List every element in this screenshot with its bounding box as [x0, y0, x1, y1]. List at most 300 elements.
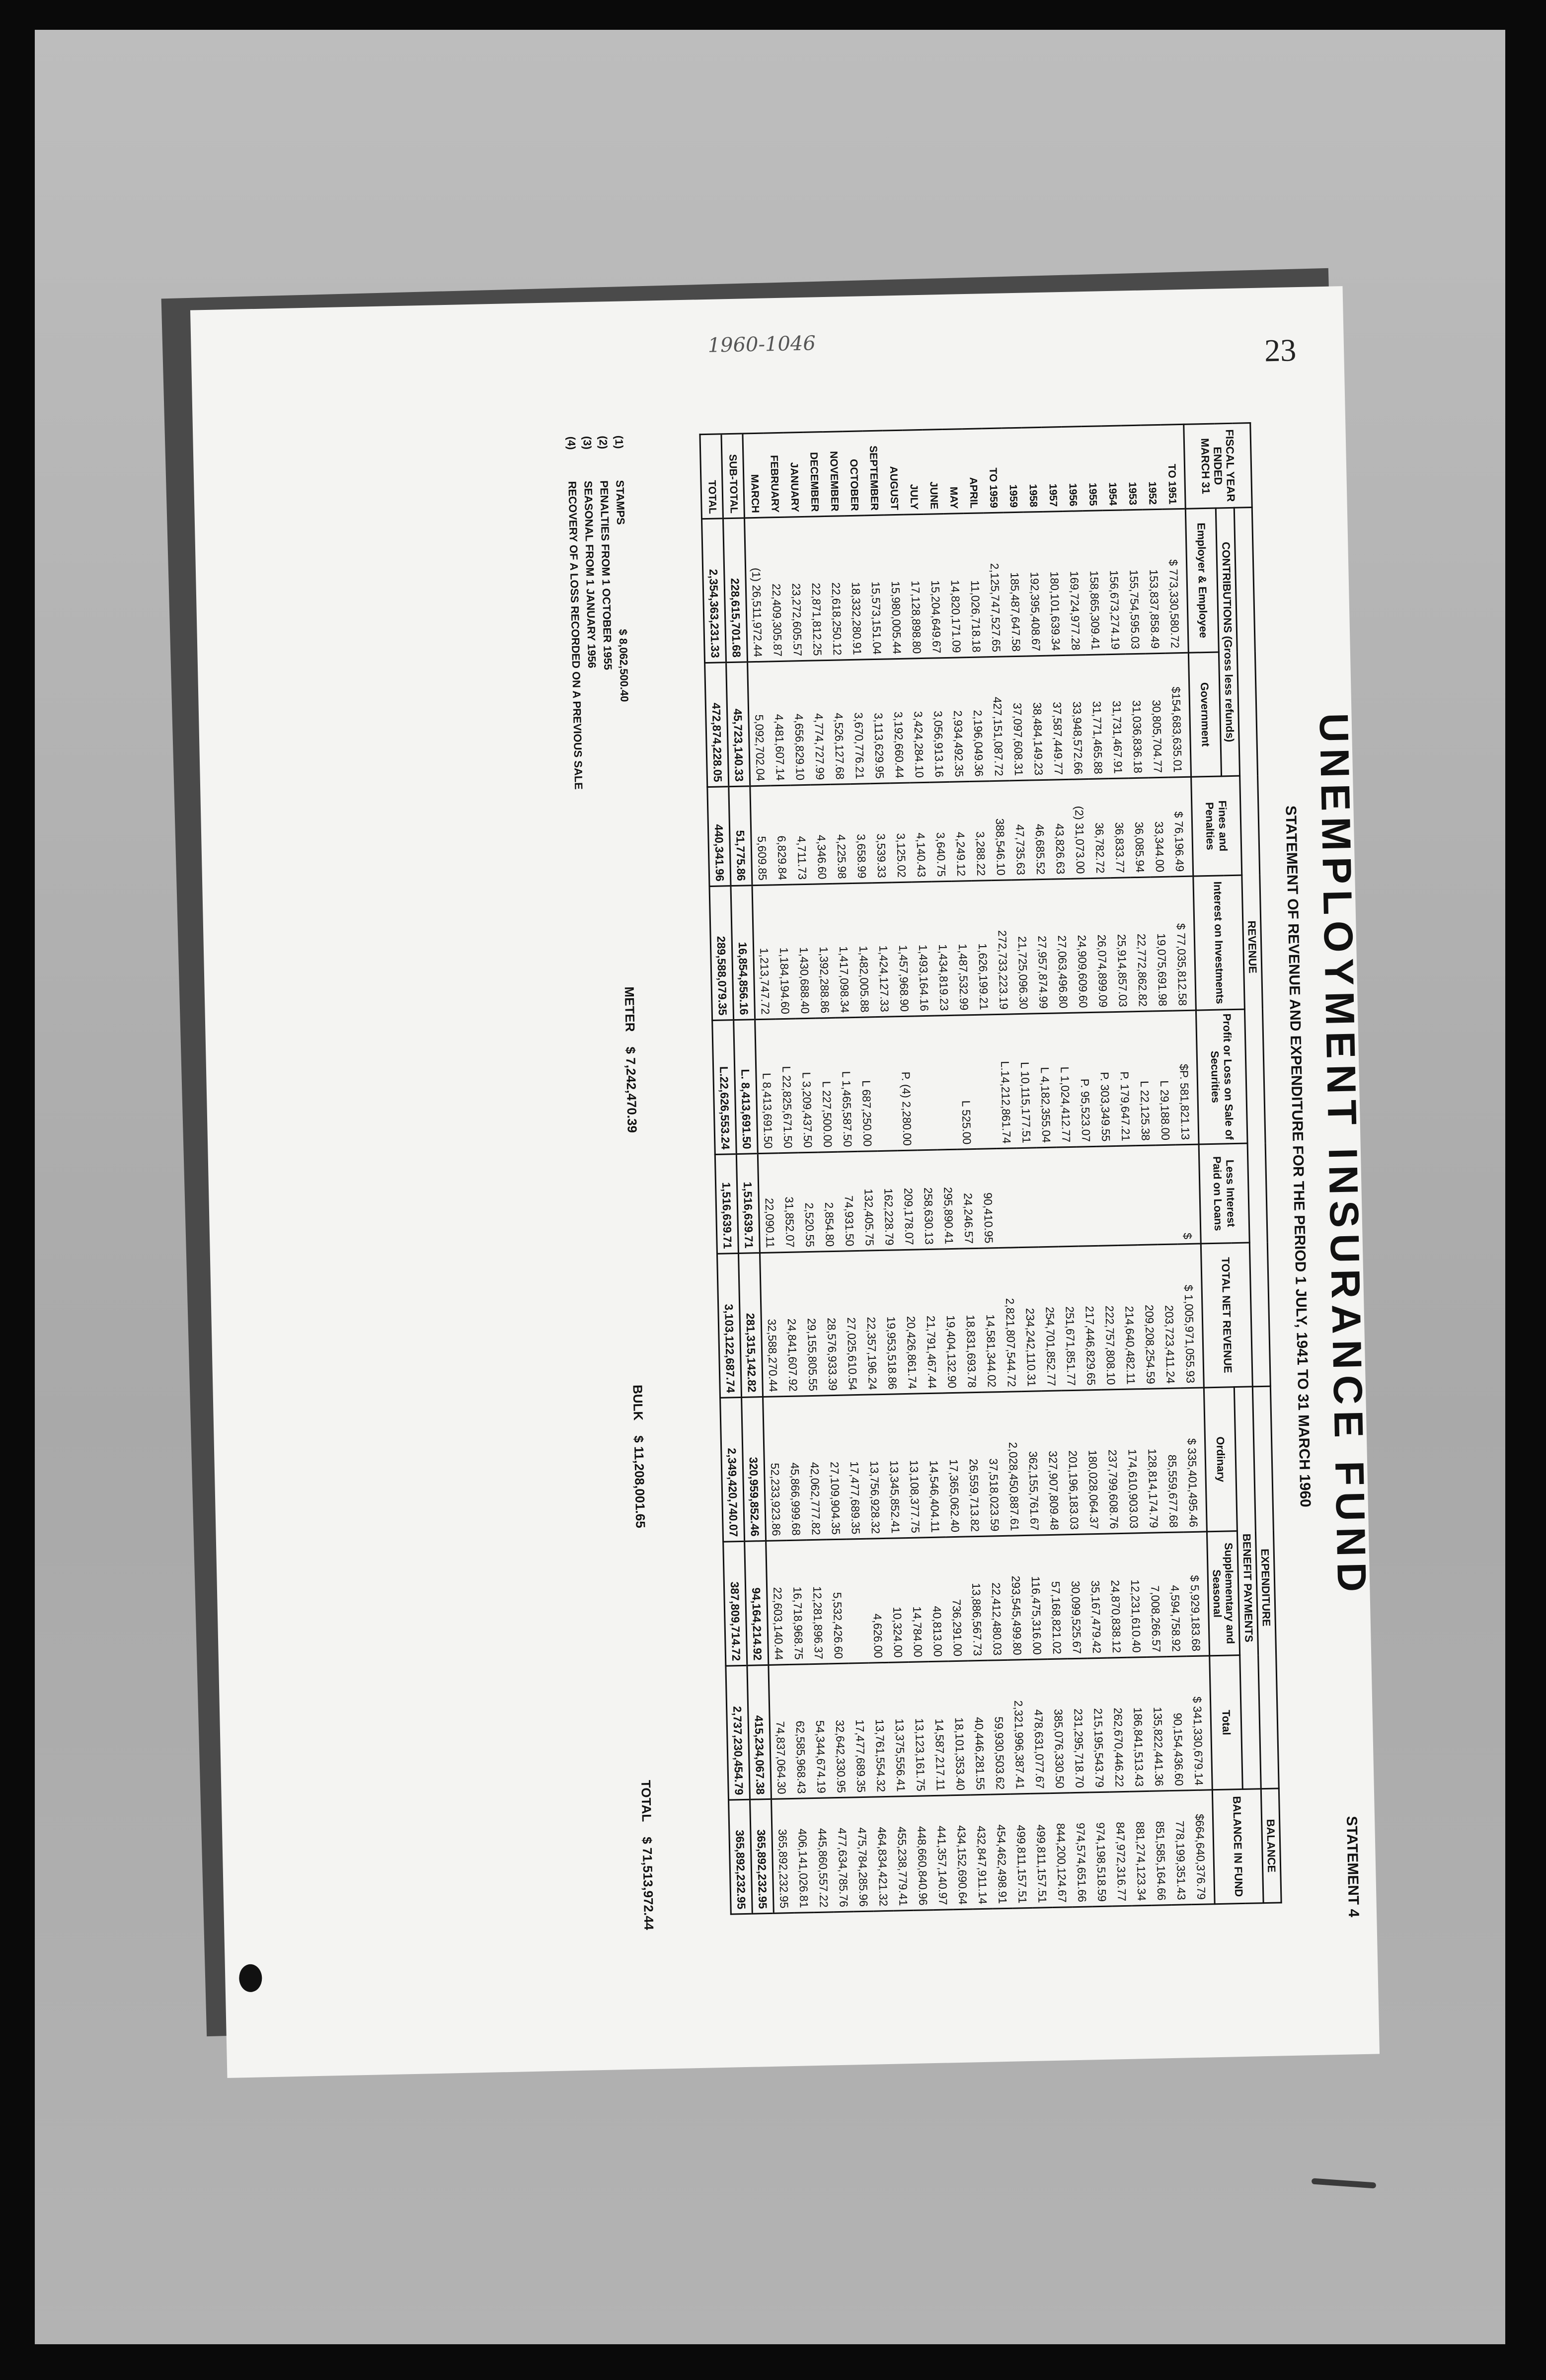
- cell-net: 2,821,807,544.72: [999, 1248, 1022, 1392]
- cell-ee: 2,354,363,231.33: [701, 519, 726, 663]
- cell-tot: 18,101,353.40: [948, 1661, 971, 1795]
- cell-profit: L 1,465,587.50: [835, 1017, 858, 1152]
- total-value: $ 71,513,972.44: [639, 1836, 657, 1931]
- cell-bal: 365,892,232.95: [728, 1799, 752, 1914]
- bulk-label: BULK: [630, 1384, 646, 1421]
- cell-tot: 186,841,513.43: [1127, 1657, 1150, 1792]
- cell-bal: 448,660,840.96: [911, 1796, 933, 1911]
- cell-tot: 32,642,330.95: [829, 1663, 851, 1798]
- cell-int: 16,854,856.16: [731, 886, 755, 1020]
- benefit-total-header: Total: [1209, 1655, 1242, 1790]
- cell-ord: 14,546,404.11: [923, 1393, 945, 1538]
- cell-profit: [974, 1015, 997, 1149]
- cell-tot: 17,477,689.35: [849, 1663, 871, 1797]
- statement-subtitle: STATEMENT OF REVENUE AND EXPENDITURE FOR THE PERIOD 1 JULY, 1941 TO 31 MARCH 1960: [1282, 805, 1314, 1508]
- row-label: 1959: [1002, 428, 1023, 513]
- cell-int: 21,725,096.30: [1011, 880, 1034, 1014]
- cell-ee: 155,754,595.03: [1123, 510, 1146, 654]
- cell-less: [1056, 1147, 1078, 1247]
- cell-ord: 17,477,689.35: [843, 1395, 866, 1539]
- cell-ee: 180,101,639.34: [1043, 511, 1066, 656]
- cell-profit: L. 8,413,691.50: [733, 1020, 758, 1154]
- footnote-mark: (4): [565, 436, 578, 450]
- cell-fines: 51,775.86: [729, 786, 752, 886]
- contributions-header: CONTRIBUTIONS (Gross less refunds): [1216, 508, 1240, 776]
- cell-ord: 320,959,852.46: [741, 1397, 766, 1542]
- cell-less: 2,520.55: [798, 1152, 820, 1252]
- cell-int: 27,957,874.99: [1031, 879, 1054, 1014]
- cell-bal: 778,199,351.43: [1169, 1790, 1192, 1905]
- profit-loss-header: Profit or Loss on Sale of Securities: [1196, 1009, 1247, 1144]
- cell-ord: 2,349,420,740.07: [720, 1397, 744, 1542]
- cell-tot: 74,837,064.30: [769, 1665, 792, 1799]
- cell-tot: 415,234,067.38: [747, 1665, 772, 1799]
- supplementary-header: Supplementary and Seasonal: [1207, 1531, 1240, 1656]
- cell-gov: 3,424,284.10: [907, 658, 929, 783]
- row-label: NOVEMBER: [823, 432, 845, 517]
- cell-net: 27,025,610.54: [840, 1251, 863, 1395]
- cell-ord: 52,233,923.86: [763, 1397, 786, 1541]
- meter-label: METER: [621, 986, 638, 1032]
- cell-net: 251,671,851.77: [1059, 1246, 1082, 1391]
- cell-fines: 388,546.10: [989, 781, 1011, 881]
- cell-net: 14,581,344.02: [979, 1248, 1002, 1393]
- cell-bal: 406,141,026.81: [792, 1798, 814, 1913]
- cell-int: 1,457,968.90: [892, 882, 915, 1017]
- cell-bal: 974,198,518.59: [1090, 1792, 1112, 1907]
- cell-fines: 5,609.85: [750, 786, 773, 886]
- cell-int: 26,074,899.09: [1090, 878, 1113, 1013]
- row-label: MAY: [942, 429, 964, 514]
- cell-int: 27,063,496.80: [1051, 879, 1074, 1013]
- cell-int: 1,434,819.23: [931, 881, 954, 1016]
- total-net-revenue-header: TOTAL NET REVENUE: [1201, 1243, 1252, 1388]
- cell-tot: 59,930,503.62: [988, 1660, 1010, 1794]
- cell-gov: 3,056,913.16: [927, 658, 949, 782]
- cell-supp: 387,809,714.72: [723, 1541, 747, 1666]
- cell-int: 1,213,747.72: [752, 885, 775, 1020]
- cell-bal: 499,811,157.51: [1010, 1794, 1033, 1909]
- cell-tot: 385,076,330.50: [1047, 1659, 1070, 1793]
- cell-profit: L 29,188.00: [1153, 1011, 1176, 1145]
- cell-bal: 881,274,123.34: [1130, 1791, 1152, 1906]
- cell-net: 29,155,805.55: [800, 1252, 823, 1396]
- cell-less: [1076, 1146, 1098, 1246]
- row-label: JUNE: [922, 430, 944, 515]
- cell-supp: 10,324.00: [886, 1538, 908, 1663]
- footnote-value: $ 8,062,500.40: [617, 629, 631, 702]
- cell-profit: L 22,125.38: [1133, 1011, 1156, 1146]
- cell-fines: 36,833.77: [1108, 778, 1130, 878]
- cell-int: 1,424,127.33: [872, 883, 895, 1017]
- row-label: 1958: [1021, 427, 1043, 512]
- cell-bal: 499,811,157.51: [1030, 1793, 1053, 1908]
- cell-gov: $154,683,635.01: [1165, 653, 1191, 777]
- cell-tot: 135,822,441.36: [1147, 1657, 1169, 1791]
- cell-ee: (1) 26,511,972.44: [744, 518, 768, 662]
- cell-bal: 475,784,285.96: [851, 1797, 874, 1912]
- cell-gov: 45,723,140.33: [726, 662, 750, 787]
- cell-gov: 4,774,727.99: [808, 660, 830, 785]
- cell-int: 1,482,005.88: [852, 883, 875, 1018]
- cell-bal: 844,200,124.67: [1050, 1793, 1073, 1908]
- cell-ord: 45,866,999.68: [783, 1396, 806, 1541]
- cell-net: 203,723,411.24: [1158, 1244, 1181, 1389]
- balance-header: BALANCE: [1261, 1788, 1281, 1903]
- cell-net: 28,576,933.39: [820, 1251, 843, 1396]
- cell-ord: 13,345,852.41: [883, 1394, 906, 1539]
- cell-net: 254,701,852.77: [1039, 1247, 1062, 1391]
- cell-supp: 22,412,480.03: [985, 1536, 1007, 1660]
- cell-supp: $ 5,929,183.68: [1184, 1532, 1210, 1656]
- cell-gov: 3,670,776.21: [848, 660, 870, 784]
- row-label: 1955: [1081, 426, 1103, 511]
- cell-supp: 4,626.00: [866, 1538, 888, 1663]
- cell-less: 1,516,639.71: [715, 1154, 738, 1254]
- rotated-statement: [307, 385, 1380, 2046]
- cell-tot: 2,737,230,454.79: [726, 1665, 750, 1800]
- footnote-mark: (2): [597, 436, 610, 449]
- cell-supp: 12,231,610.40: [1124, 1533, 1147, 1658]
- cell-net: 234,242,110.31: [1019, 1247, 1042, 1392]
- cell-supp: 116,475,316.00: [1025, 1535, 1047, 1660]
- meter-summary: [621, 986, 640, 1133]
- cell-supp: [846, 1539, 868, 1663]
- row-label: MARCH: [743, 433, 765, 518]
- cell-int: 1,417,098.34: [832, 884, 855, 1018]
- cell-ord: 2,028,450,887.61: [1002, 1392, 1025, 1536]
- cell-supp: 94,164,214.92: [744, 1541, 768, 1666]
- cell-net: 222,757,808.10: [1098, 1245, 1121, 1390]
- cell-ee: 15,204,649.67: [924, 514, 947, 659]
- cell-less: $: [1175, 1144, 1201, 1244]
- cell-tot: 13,375,556.41: [888, 1662, 911, 1797]
- cell-int: 24,909,609.60: [1071, 878, 1093, 1013]
- cell-less: 24,246.57: [957, 1149, 979, 1249]
- cell-ee: 22,618,250.12: [825, 516, 848, 661]
- cell-gov: 472,874,228.05: [704, 663, 728, 787]
- cell-tot: 14,587,217.11: [928, 1661, 951, 1796]
- cell-profit: L 3,209,437.50: [795, 1018, 818, 1153]
- cell-profit: L 4,182,355.04: [1034, 1013, 1057, 1148]
- cell-less: 162,228.79: [878, 1151, 900, 1251]
- cell-ord: 85,559,677.68: [1161, 1388, 1184, 1533]
- row-label: SEPTEMBER: [862, 431, 884, 516]
- cell-net: 217,446,829.65: [1079, 1246, 1101, 1390]
- total-label: TOTAL: [638, 1780, 654, 1822]
- bulk-summary: [629, 1385, 648, 1528]
- cell-net: 20,426,861.74: [900, 1250, 923, 1394]
- cell-ord: 27,109,904.35: [823, 1395, 846, 1540]
- cell-gov: 33,948,572.66: [1066, 655, 1088, 780]
- cell-fines: 3,125.02: [890, 783, 912, 883]
- cell-ord: 26,559,713.82: [962, 1392, 985, 1537]
- row-label: TOTAL: [700, 434, 723, 519]
- cell-tot: 54,344,674.19: [809, 1664, 832, 1798]
- cell-less: 295,890.41: [937, 1149, 959, 1249]
- cell-fines: 4,711.73: [790, 785, 812, 885]
- cell-less: [1116, 1146, 1138, 1246]
- total-summary: [638, 1780, 656, 1931]
- cell-ee: 169,724,977.28: [1063, 511, 1086, 656]
- cell-gov: 38,484,149.23: [1026, 656, 1049, 780]
- cell-gov: 427,151,087.72: [987, 657, 1009, 781]
- cell-supp: 5,532,426.60: [826, 1539, 849, 1664]
- cell-ord: 362,155,761.67: [1022, 1391, 1045, 1536]
- cell-bal: 847,972,316.77: [1110, 1791, 1132, 1906]
- cell-ee: $ 773,330,580.72: [1162, 509, 1189, 653]
- cell-fines: $ 76,196.49: [1168, 777, 1193, 877]
- cell-gov: 4,656,829.10: [788, 661, 810, 785]
- row-label: 1952: [1141, 425, 1162, 510]
- cell-fines: 43,826.63: [1049, 779, 1071, 879]
- cell-ord: 180,028,064.37: [1082, 1390, 1104, 1534]
- table-body: [700, 424, 1215, 1914]
- cell-ord: 37,518,023.59: [982, 1392, 1005, 1537]
- cell-less: [1036, 1147, 1058, 1247]
- row-label: OCTOBER: [843, 431, 864, 516]
- cell-profit: P. 303,349.55: [1093, 1012, 1116, 1147]
- cell-fines: 4,140.43: [910, 782, 931, 882]
- cell-net: 209,208,254.59: [1138, 1245, 1161, 1389]
- cell-supp: 12,281,896.37: [806, 1540, 829, 1664]
- cell-less: 258,630.13: [918, 1150, 939, 1250]
- cell-supp: 57,168,821.02: [1045, 1535, 1067, 1659]
- cell-gov: 30,805,704.77: [1146, 653, 1168, 778]
- cell-fines: 4,225.98: [830, 784, 852, 884]
- cell-supp: 293,545,499.80: [1005, 1536, 1027, 1660]
- handwritten-note: 1960-1046: [707, 332, 816, 357]
- cell-int: $ 77,035,812.58: [1170, 876, 1196, 1011]
- interest-header: Interest on Investments: [1193, 875, 1245, 1010]
- cell-gov: 2,196,049.36: [967, 657, 989, 782]
- cell-supp: 24,870,838.12: [1104, 1533, 1127, 1658]
- benefit-payments-header: BENEFIT PAYMENTS: [1235, 1387, 1261, 1789]
- cell-ee: 156,673,274.19: [1103, 510, 1126, 655]
- cell-less: 74,931.50: [838, 1151, 860, 1251]
- cell-ord: 128,814,174.79: [1141, 1389, 1164, 1533]
- cell-profit: P. 95,523.07: [1074, 1012, 1096, 1147]
- row-label: 1953: [1121, 425, 1143, 510]
- cell-gov: 31,731,467.91: [1106, 654, 1128, 779]
- cell-less: 132,405.75: [858, 1151, 880, 1251]
- cell-fines: 36,085.94: [1128, 778, 1150, 878]
- cell-ee: 17,128,898.80: [904, 514, 927, 659]
- cell-tot: 13,123,161.75: [908, 1662, 931, 1796]
- cell-supp: 4,594,758.92: [1164, 1532, 1186, 1657]
- row-label: 1957: [1041, 427, 1063, 512]
- cell-tot: 478,631,077.67: [1027, 1659, 1050, 1794]
- row-label: TO 1951: [1160, 424, 1185, 509]
- cell-ee: 228,615,701.68: [723, 518, 747, 663]
- ordinary-header: Ordinary: [1204, 1387, 1237, 1532]
- row-label: 1956: [1061, 427, 1083, 512]
- cell-less: 90,410.95: [977, 1149, 999, 1249]
- cell-supp: 16,718,968.75: [786, 1540, 809, 1665]
- footnote-text: STAMPS: [614, 480, 627, 525]
- cell-net: 18,831,693.78: [959, 1248, 982, 1393]
- cell-profit: P. (4) 2,280.00: [895, 1016, 918, 1151]
- cell-bal: $664,640,376.79: [1189, 1790, 1215, 1905]
- cell-gov: 31,771,465.88: [1086, 655, 1108, 779]
- revenue-header: REVENUE: [1234, 508, 1270, 1387]
- cell-bal: 454,462,498.91: [991, 1794, 1013, 1909]
- cell-net: 32,588,270.44: [760, 1253, 783, 1397]
- cell-gov: 4,526,127.68: [828, 660, 850, 785]
- cell-supp: 13,886,567.73: [965, 1536, 988, 1661]
- cell-profit: $P. 581,821.13: [1173, 1010, 1199, 1145]
- cell-ord: 174,610,903.03: [1121, 1389, 1144, 1534]
- cell-profit: L 8,413,691.50: [755, 1019, 778, 1154]
- row-label: JANUARY: [783, 432, 805, 517]
- cell-net: 24,841,607.92: [780, 1252, 803, 1397]
- cell-fines: 3,539.33: [870, 783, 892, 883]
- cell-fines: 440,341.96: [707, 787, 731, 887]
- cell-fines: 6,829.84: [771, 785, 792, 885]
- cell-int: 1,487,532.99: [951, 881, 974, 1016]
- row-label: FEBRUARY: [763, 433, 785, 518]
- statement-label: STATEMENT 4: [1343, 1816, 1362, 1918]
- cell-ee: 14,820,171.09: [944, 514, 967, 658]
- cell-ord: 17,365,062.40: [942, 1393, 965, 1537]
- cell-fines: 4,249.12: [949, 782, 971, 882]
- cell-bal: 432,847,911.14: [971, 1794, 993, 1909]
- cell-profit: L 525.00: [954, 1015, 977, 1149]
- expenditure-header: EXPENDITURE: [1252, 1386, 1279, 1789]
- cell-ord: 13,756,928.32: [863, 1395, 886, 1539]
- cell-less: 22,090.11: [758, 1153, 780, 1253]
- cell-gov: 3,113,629.95: [867, 659, 890, 784]
- cell-bal: 441,357,140.97: [931, 1795, 953, 1910]
- row-label: 1954: [1101, 426, 1123, 511]
- cell-profit: L 22,825,671.50: [775, 1019, 798, 1153]
- document-page: [190, 286, 1380, 2078]
- footnote-mark: (3): [581, 436, 594, 450]
- cell-tot: 262,670,446.22: [1107, 1657, 1130, 1792]
- cell-int: 1,430,688.40: [792, 884, 815, 1019]
- cell-less: 1,516,639.71: [736, 1154, 760, 1254]
- cell-ee: 22,409,305.87: [765, 517, 788, 662]
- revenue-expenditure-table: [699, 422, 1282, 1915]
- row-label: DECEMBER: [803, 432, 825, 517]
- cell-net: 19,404,132.90: [939, 1249, 962, 1393]
- page-number: 23: [1264, 332, 1297, 369]
- cell-supp: 30,099,525.67: [1065, 1534, 1087, 1659]
- cell-gov: 4,481,607.14: [768, 661, 790, 786]
- cell-bal: 445,860,557.22: [812, 1798, 834, 1913]
- cell-profit: L 687,250.00: [855, 1017, 878, 1152]
- cell-supp: 736,291.00: [945, 1537, 968, 1661]
- cell-ee: 158,865,309.41: [1083, 511, 1106, 655]
- cell-less: 2,854.80: [818, 1152, 840, 1252]
- cell-net: $ 1,005,971,055.93: [1178, 1244, 1204, 1388]
- cell-bal: 434,152,690.64: [951, 1795, 973, 1910]
- cell-bal: 455,238,779.41: [891, 1796, 914, 1911]
- cell-tot: 13,761,554.32: [868, 1662, 891, 1797]
- cell-int: 22,772,862.82: [1130, 877, 1153, 1012]
- cell-bal: 464,834,421.32: [871, 1796, 894, 1911]
- cell-tot: 62,585,968.43: [789, 1664, 812, 1799]
- cell-fines: 47,735.63: [1009, 780, 1031, 880]
- cell-tot: 2,321,996,387.41: [1007, 1660, 1030, 1794]
- cell-int: 289,588,079.35: [709, 886, 734, 1021]
- government-header: Government: [1188, 652, 1222, 777]
- cell-gov: 2,934,492.35: [947, 658, 969, 782]
- cell-ee: 153,837,858.49: [1143, 509, 1165, 654]
- ink-blot: [239, 1964, 262, 1992]
- cell-tot: 231,295,718.70: [1067, 1658, 1090, 1793]
- cell-less: [1156, 1145, 1177, 1245]
- cell-fines: 4,346.60: [810, 784, 832, 884]
- cell-ee: 15,980,005.44: [884, 515, 907, 659]
- cell-profit: [875, 1017, 898, 1151]
- cell-fines: 46,685.52: [1029, 780, 1051, 880]
- cell-ord: $ 335,401,495.46: [1181, 1388, 1207, 1532]
- cell-supp: 14,784.00: [906, 1538, 928, 1662]
- cell-less: 209,178.07: [898, 1150, 920, 1250]
- employer-employee-header: Employer & Employee: [1185, 508, 1219, 653]
- cell-profit: L 1,024,412.77: [1054, 1013, 1077, 1147]
- cell-bal: 365,892,232.95: [771, 1799, 794, 1914]
- cell-ee: 22,871,812.25: [805, 517, 828, 661]
- less-interest-header: Less Interest Paid on Loans: [1199, 1143, 1249, 1244]
- footnote-text: SEASONAL FROM 1 JANUARY 1956: [582, 480, 599, 669]
- cell-bal: 477,634,785.76: [832, 1797, 854, 1912]
- footnote-mark: (1): [613, 435, 626, 449]
- fund-title: UNEMPLOYMENT INSURANCE FUND: [1311, 712, 1375, 1599]
- cell-tot: $ 341,330,679.14: [1186, 1656, 1212, 1790]
- cell-supp: 40,813.00: [926, 1537, 948, 1662]
- row-label: AUGUST: [882, 430, 904, 515]
- row-label: TO 1959: [982, 428, 1004, 513]
- cell-bal: 365,892,232.95: [750, 1799, 773, 1914]
- cell-ee: 11,026,718.18: [964, 513, 987, 658]
- cell-less: [997, 1148, 1018, 1248]
- cell-int: 25,914,857.03: [1110, 878, 1133, 1012]
- row-label: APRIL: [962, 429, 984, 514]
- cell-ee: 185,487,647.58: [1004, 512, 1026, 657]
- cell-ord: 237,799,608.76: [1101, 1389, 1124, 1534]
- cell-int: 1,184,194.60: [773, 885, 795, 1019]
- balance-in-fund-header: BALANCE IN FUND: [1212, 1789, 1263, 1904]
- cell-ee: 18,332,280.91: [845, 516, 867, 660]
- cell-supp: 7,008,266.57: [1144, 1533, 1166, 1657]
- cell-supp: 35,167,479.42: [1084, 1534, 1107, 1658]
- cell-less: [1136, 1145, 1158, 1245]
- cell-gov: 37,587,449.77: [1046, 655, 1069, 780]
- cell-less: [1016, 1148, 1038, 1248]
- cell-fines: 33,344.00: [1148, 777, 1170, 877]
- cell-ee: 23,272,605.57: [785, 517, 808, 661]
- cell-profit: [934, 1015, 957, 1150]
- cell-less: [1096, 1146, 1118, 1246]
- cell-profit: L 227,500.00: [815, 1018, 838, 1152]
- cell-profit: L.22,626,553.24: [712, 1020, 736, 1155]
- row-label: JULY: [902, 430, 924, 515]
- cell-ord: 327,907,809.48: [1042, 1391, 1065, 1535]
- cell-tot: 90,154,436.60: [1166, 1656, 1189, 1791]
- cell-gov: 31,036,836.18: [1126, 654, 1148, 778]
- cell-ord: 13,108,377.75: [903, 1394, 926, 1538]
- cell-ord: 42,062,777.82: [803, 1396, 826, 1540]
- cell-ee: 2,125,747,527.65: [984, 513, 1006, 657]
- fines-header: Fines and Penalties: [1191, 776, 1241, 876]
- cell-net: 3,103,122,687.74: [717, 1253, 741, 1398]
- cell-ord: 201,196,183.03: [1062, 1390, 1084, 1535]
- cell-ee: 192,395,408.67: [1023, 512, 1046, 656]
- cell-supp: 22,603,140.44: [766, 1541, 789, 1665]
- cell-fines: (2) 31,073.00: [1069, 779, 1090, 879]
